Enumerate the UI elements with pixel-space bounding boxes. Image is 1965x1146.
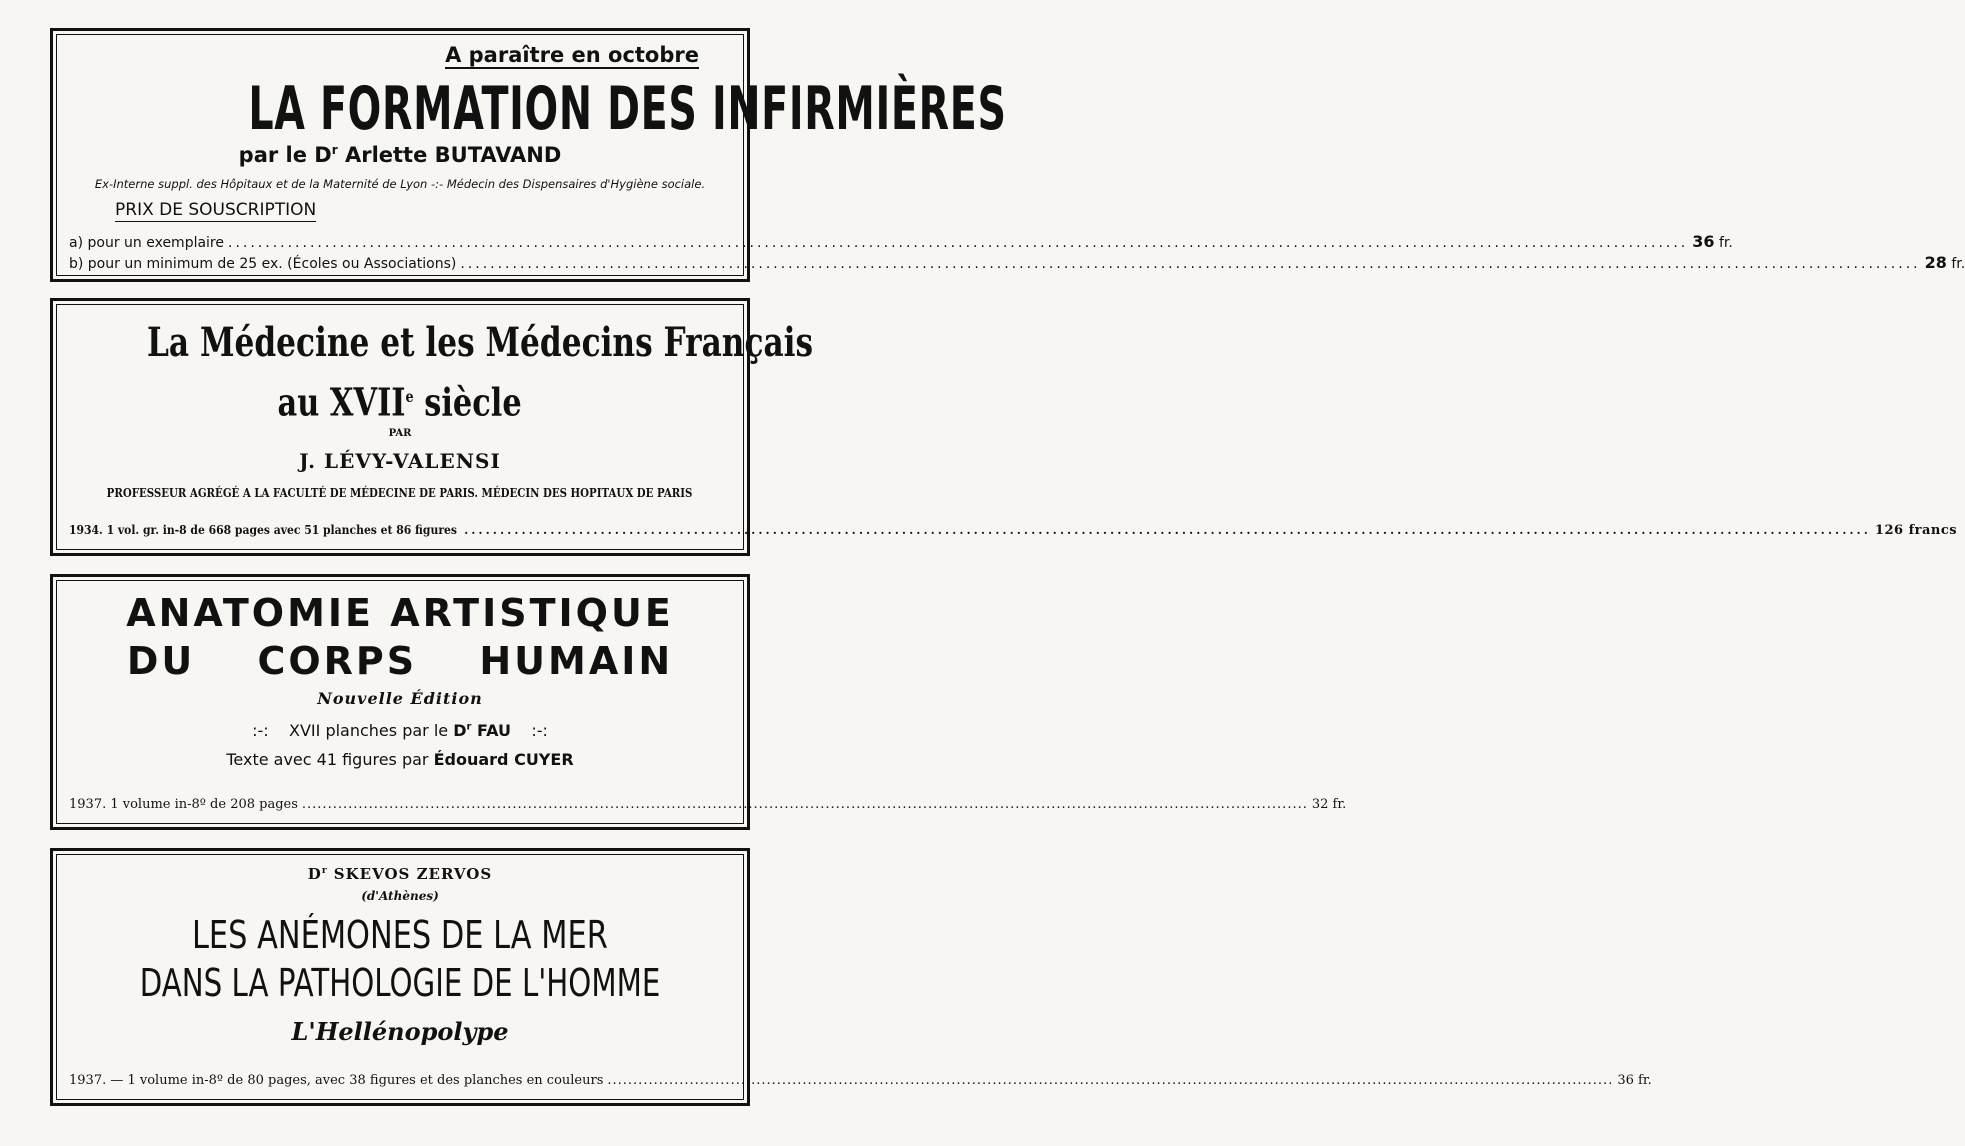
author-credentials: Ex-Interne suppl. des Hôpitaux et de la Maternité de Lyon -:- Médecin des Dispensaires d'Hygiène sociale.	[94, 177, 706, 191]
leader-dots	[607, 1073, 1613, 1088]
author-prefix: par le D	[238, 143, 332, 167]
book-subtitle: L'Hellénopolype	[291, 1017, 509, 1046]
figures-author: Édouard CUYER	[433, 750, 574, 769]
ad-anemones-de-la-mer	[50, 848, 1652, 1106]
plates-line	[53, 721, 747, 740]
ad-formation-infirmieres	[50, 28, 1965, 282]
price-amount: 36	[1692, 232, 1715, 251]
leader-dots	[464, 523, 1871, 537]
separator: :-:	[252, 721, 269, 740]
author-dr: D	[307, 865, 322, 883]
author-name: J. LÉVY-VALENSI	[299, 449, 501, 473]
ad-anatomie-artistique	[50, 574, 1347, 830]
edition-info: 1937. 1 volume in-8º de 208 pages	[69, 797, 298, 812]
author-name: SKEVOS ZERVOS	[333, 865, 493, 883]
plates-author: FAU	[477, 721, 511, 740]
separator: :-:	[531, 721, 548, 740]
edition-row	[69, 523, 1958, 538]
title-century-sup: e	[405, 387, 415, 406]
price-label: b) pour un minimum de 25 ex. (Écoles ou Associations)	[69, 256, 457, 272]
book-title-line2: DU CORPS HUMAIN	[126, 639, 674, 683]
book-title-line1: La Médecine et les Médecins Français	[146, 319, 814, 366]
price-unit: fr.	[1718, 235, 1733, 251]
author-line	[53, 865, 747, 883]
ad-medecine-xviie	[50, 298, 1958, 556]
edition-info: 1934. 1 vol. gr. in-8 de 668 pages avec 51 planches et 86 figures	[69, 523, 457, 537]
book-title-line2: DANS LA PATHOLOGIE DE L'HOMME	[139, 961, 661, 1005]
edition-row	[69, 1073, 1652, 1088]
price-unit: fr.	[1951, 256, 1965, 272]
author-credentials: PROFESSEUR AGRÉGÉ A LA FACULTÉ DE MÉDECINE DE PARIS. MÉDECIN DES HOPITAUX DE PARIS	[107, 486, 693, 500]
figures-line	[53, 750, 747, 769]
price-row	[69, 253, 1965, 272]
figures-text: Texte avec 41 figures par	[226, 750, 429, 769]
title-siecle: siècle	[424, 379, 523, 425]
plates-dr-sup: r	[466, 721, 472, 733]
subscription-heading: PRIX DE SOUSCRIPTION	[115, 200, 317, 220]
author-line	[53, 143, 747, 167]
title-century: au XVII	[277, 379, 406, 425]
author-title-sup: r	[331, 143, 338, 157]
price-row	[69, 232, 1733, 251]
book-title-line2	[53, 375, 747, 425]
leader-dots	[460, 256, 1920, 272]
author-location: (d'Athènes)	[361, 889, 439, 903]
book-title-line1: LES ANÉMONES DE LA MER	[192, 913, 608, 957]
leader-dots	[302, 797, 1308, 812]
edition-info: 1937. — 1 volume in-8º de 80 pages, avec 38 figures et des planches en couleurs	[69, 1073, 604, 1088]
book-title: LA FORMATION DES INFIRMIÈRES	[248, 74, 1007, 144]
edition-row	[69, 797, 1347, 812]
leader-dots	[228, 235, 1688, 251]
price: 32 fr.	[1311, 797, 1347, 812]
edition-subtitle: Nouvelle Édition	[317, 689, 483, 708]
price-label: a) pour un exemplaire	[69, 235, 224, 251]
author-name: Arlette BUTAVAND	[344, 143, 562, 167]
price-amount: 28	[1924, 253, 1947, 272]
book-title-line1: ANATOMIE ARTISTIQUE	[126, 591, 674, 635]
plates-dr: D	[453, 721, 467, 740]
release-banner: A paraître en octobre	[445, 43, 699, 67]
plates-text: XVII planches par le	[289, 721, 449, 740]
par-label: PAR	[388, 428, 412, 439]
price: 126 francs	[1874, 523, 1958, 538]
author-dr-sup: r	[321, 866, 328, 876]
price: 36 fr.	[1617, 1073, 1652, 1088]
